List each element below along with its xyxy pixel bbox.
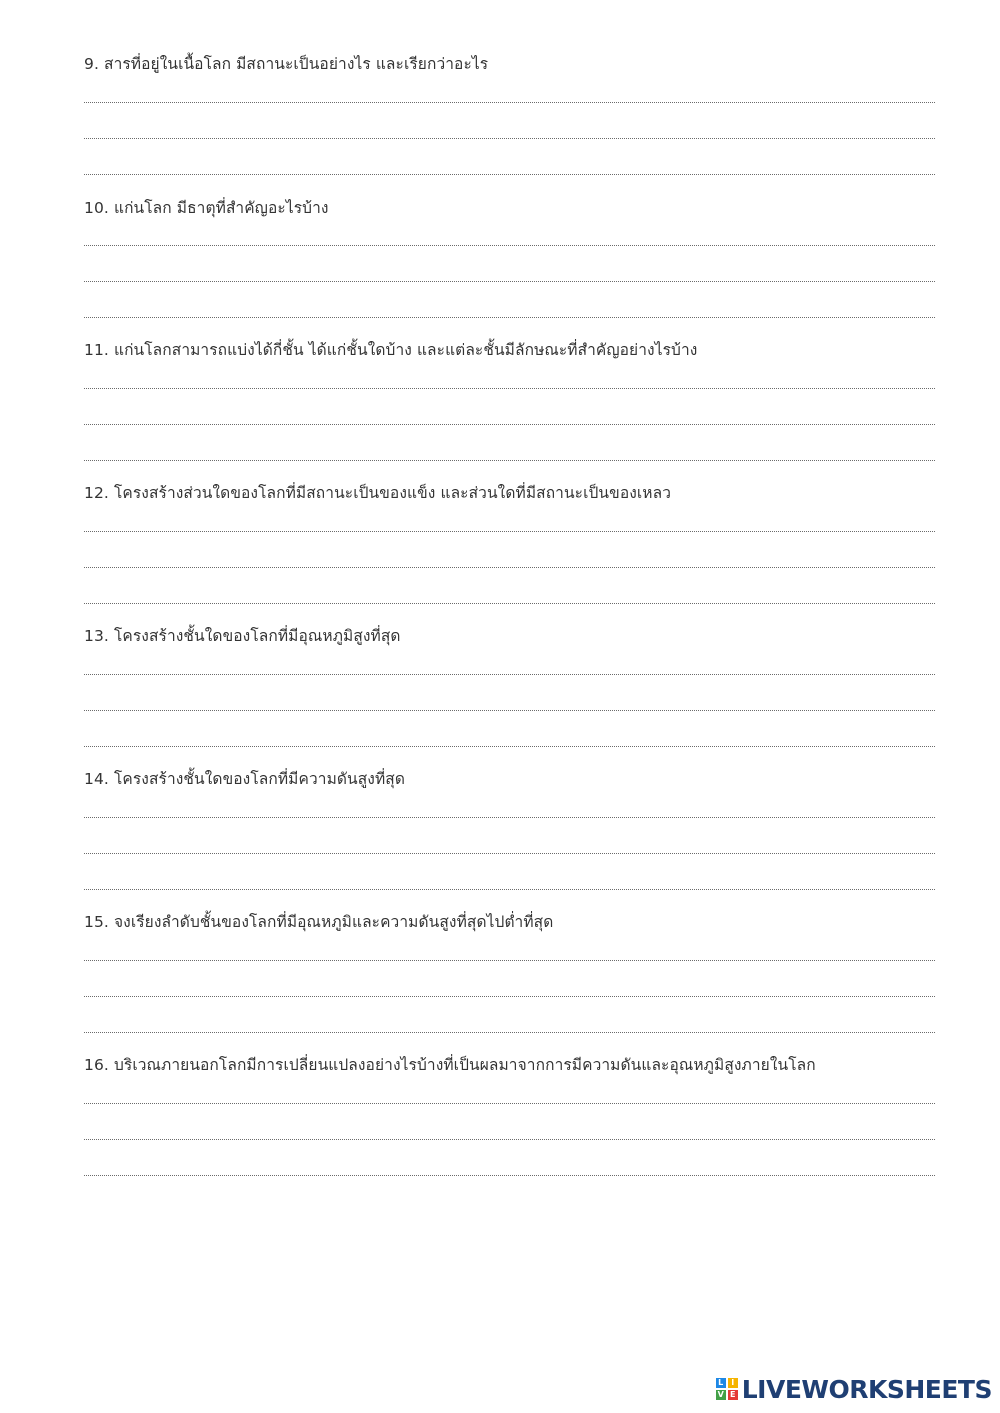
question-10: 10. แก่นโลก มีธาตุที่สำคัญอะไรบ้าง	[84, 199, 329, 217]
liveworksheets-logo-text: LIVEWORKSHEETS	[741, 1374, 992, 1404]
answer-line-13-3[interactable]	[84, 746, 935, 747]
answer-line-14-3[interactable]	[84, 889, 935, 890]
answer-line-16-2[interactable]	[84, 1139, 935, 1140]
answer-line-15-3[interactable]	[84, 1032, 935, 1033]
answer-line-13-2[interactable]	[84, 710, 935, 711]
answer-line-13-1[interactable]	[84, 674, 935, 675]
question-15: 15. จงเรียงลำดับชั้นของโลกที่มีอุณหภูมิและความดันสูงที่สุดไปต่ำที่สุด	[84, 913, 554, 931]
question-16: 16. บริเวณภายนอกโลกมีการเปลี่ยนแปลงอย่างไรบ้างที่เป็นผลมาจากการมีความดันและอุณหภูมิสูงภายในโลก	[84, 1056, 816, 1074]
question-9: 9. สารที่อยู่ในเนื้อโลก มีสถานะเป็นอย่างไร และเรียกว่าอะไร	[84, 55, 489, 73]
answer-line-11-2[interactable]	[84, 424, 935, 425]
answer-line-10-1[interactable]	[84, 245, 935, 246]
question-14: 14. โครงสร้างชั้นใดของโลกที่มีความดันสูงที่สุด	[84, 770, 406, 788]
answer-line-16-1[interactable]	[84, 1103, 935, 1104]
answer-line-12-2[interactable]	[84, 567, 935, 568]
question-13: 13. โครงสร้างชั้นใดของโลกที่มีอุณหภูมิสูงที่สุด	[84, 627, 401, 645]
answer-line-12-1[interactable]	[84, 531, 935, 532]
answer-line-15-2[interactable]	[84, 996, 935, 997]
liveworksheets-logo-icon: L I V E	[716, 1378, 738, 1400]
question-12: 12. โครงสร้างส่วนใดของโลกที่มีสถานะเป็นของแข็ง และส่วนใดที่มีสถานะเป็นของเหลว	[84, 484, 672, 502]
answer-line-11-1[interactable]	[84, 388, 935, 389]
answer-line-12-3[interactable]	[84, 603, 935, 604]
answer-line-15-1[interactable]	[84, 960, 935, 961]
answer-line-14-2[interactable]	[84, 853, 935, 854]
liveworksheets-logo[interactable]	[716, 1375, 992, 1403]
answer-line-11-3[interactable]	[84, 460, 935, 461]
answer-line-10-3[interactable]	[84, 317, 935, 318]
question-11: 11. แก่นโลกสามารถแบ่งได้กี่ชั้น ได้แก่ชั้นใดบ้าง และแต่ละชั้นมีลักษณะที่สำคัญอย่างไรบ้าง	[84, 341, 698, 359]
answer-line-9-1[interactable]	[84, 102, 935, 103]
answer-line-14-1[interactable]	[84, 817, 935, 818]
answer-line-10-2[interactable]	[84, 281, 935, 282]
answer-line-9-3[interactable]	[84, 174, 935, 175]
answer-line-9-2[interactable]	[84, 138, 935, 139]
answer-line-16-3[interactable]	[84, 1175, 935, 1176]
